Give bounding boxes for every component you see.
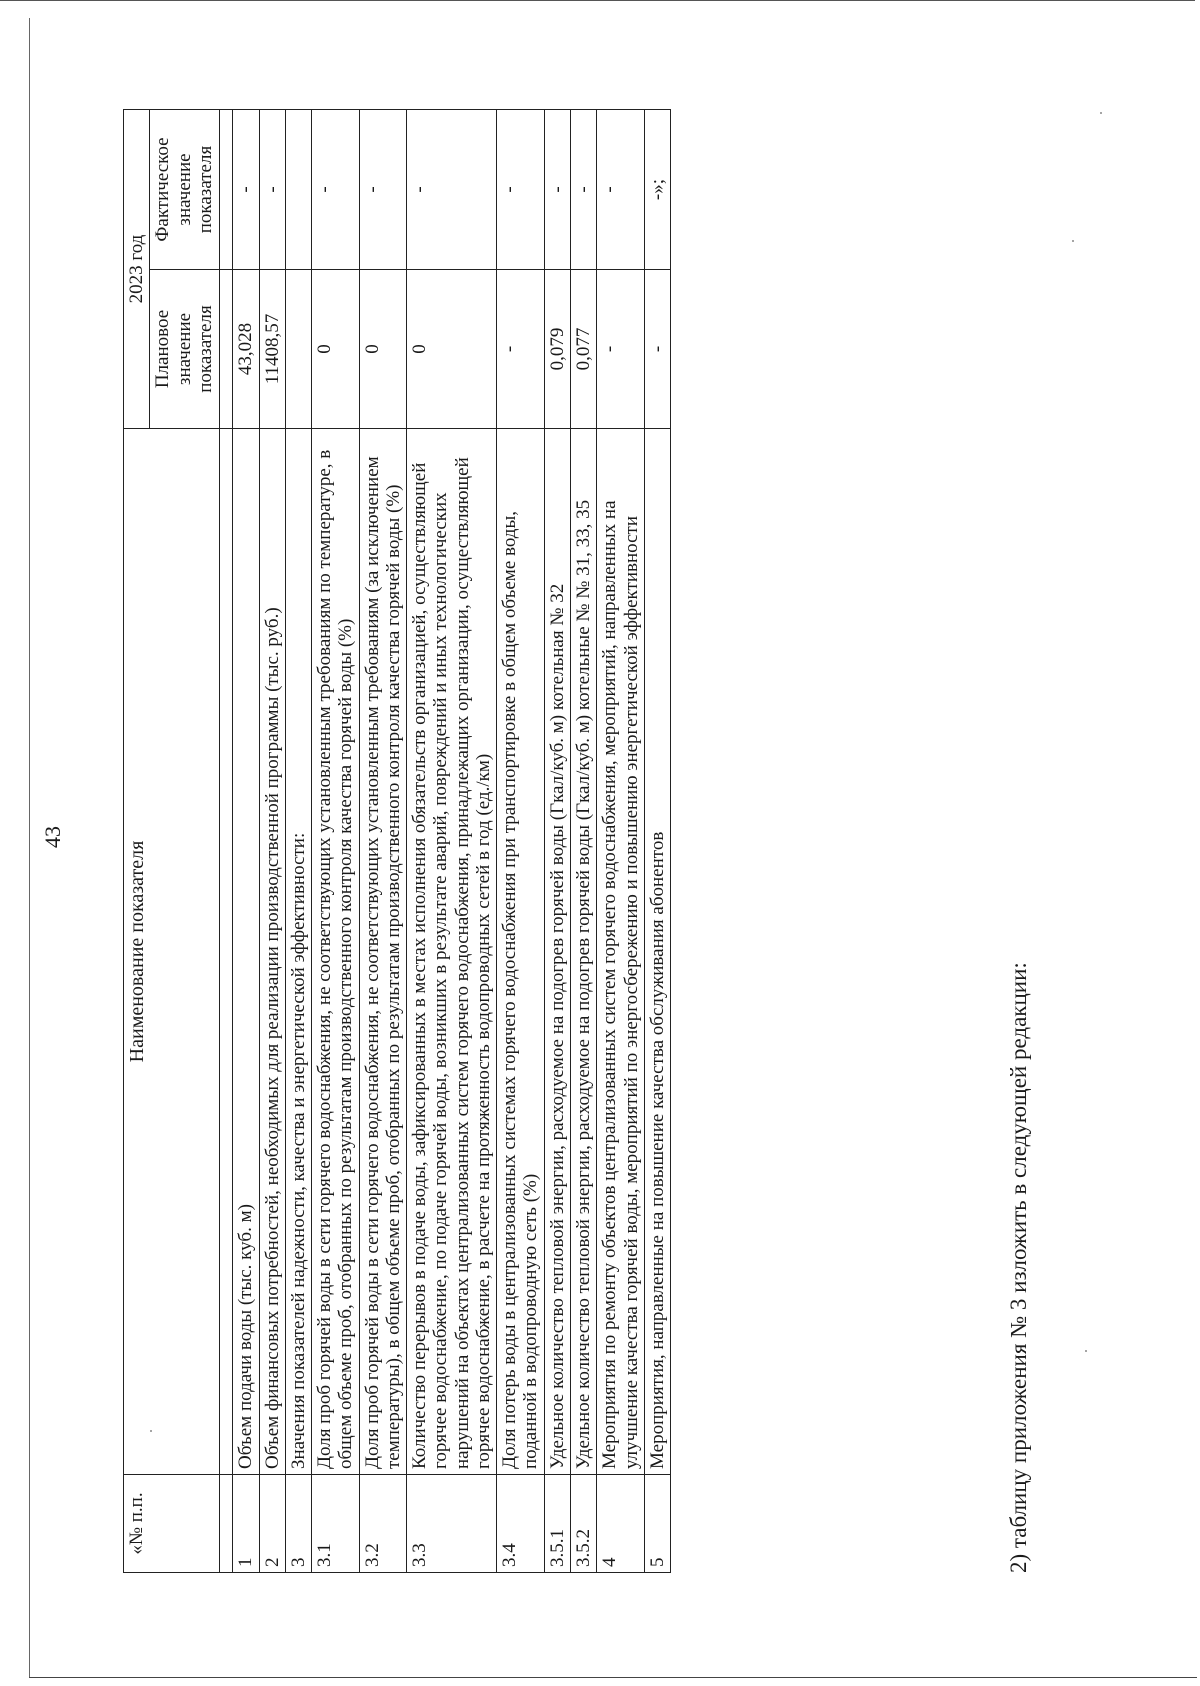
row-name: Значения показателей надежности, качества и энергетической эффективности: [285, 429, 311, 1475]
amendment-text: 2) таблицу приложения № 3 изложить в следующей редакции: [1006, 962, 1031, 1573]
table-row [597, 110, 645, 1573]
header-year: 2023 год [124, 110, 150, 429]
indicators-table [123, 109, 671, 1573]
scan-border-bottom [29, 1677, 1197, 1678]
row-actual: - [233, 110, 259, 270]
row-num: 3.5.1 [544, 1475, 570, 1573]
table-row [359, 110, 407, 1573]
row-planned: 0 [359, 270, 407, 429]
empty-cell [220, 110, 233, 270]
row-planned: 43,028 [233, 270, 259, 429]
page-number: 43 [40, 826, 65, 848]
empty-cell [220, 1475, 233, 1573]
row-num: 3.2 [359, 1475, 407, 1573]
row-planned: - [644, 270, 670, 429]
row-num: 3.3 [407, 1475, 497, 1573]
row-planned: 11408,57 [259, 270, 285, 429]
scan-border-top [0, 0, 1195, 1]
row-num: 4 [597, 1475, 645, 1573]
scan-border-left [29, 18, 30, 1678]
row-actual: - [544, 110, 570, 270]
table-row [233, 110, 259, 1573]
row-name: Объем подачи воды (тыс. куб. м) [233, 429, 259, 1475]
row-actual: - [359, 110, 407, 270]
row-planned: 0,077 [570, 270, 596, 429]
row-name: Мероприятия по ремонту объектов централизованных систем горячего водоснабжения, мероприятий, направленных на улучшение качества горячей воды, мероприятий по энергосбережению и повышению энергетической эффективности [597, 429, 645, 1475]
row-name: Количество перерывов в подаче воды, зафиксированных в местах исполнения обязательств организацией, осуществляющей горячее водоснабжение, по подаче горячей воды, возникших в результате аварий, повреждений и иных технологических нарушений на объектах централизованных систем горячего водоснабжения, принадлежащих организации, осуществляющей горячее водоснабжение, в расчете на протяженность водопроводных сетей в год (ед./км) [407, 429, 497, 1475]
table-row [407, 110, 497, 1573]
table-row [259, 110, 285, 1573]
row-num: 3.4 [497, 1475, 545, 1573]
row-num: 3 [285, 1475, 311, 1573]
row-name: Удельное количество тепловой энергии, расходуемое на подогрев горячей воды (Гкал/куб. м) котельная № 32 [544, 429, 570, 1475]
table-row [544, 110, 570, 1573]
header-num: «№ п.п. [124, 1475, 220, 1573]
row-actual: - [497, 110, 545, 270]
row-planned: 0 [407, 270, 497, 429]
row-planned: - [597, 270, 645, 429]
row-name: Объем финансовых потребностей, необходимых для реализации производственной программы (тыс. руб.) [259, 429, 285, 1475]
table-row [570, 110, 596, 1573]
table-row [312, 110, 360, 1573]
row-name: Удельное количество тепловой энергии, расходуемое на подогрев горячей воды (Гкал/куб. м) котельные № № 31, 33, 35 [570, 429, 596, 1475]
row-actual: - [570, 110, 596, 270]
row-num: 5 [644, 1475, 670, 1573]
row-actual: - [407, 110, 497, 270]
table-row [497, 110, 545, 1573]
table-row [644, 110, 670, 1573]
row-planned: 0,079 [544, 270, 570, 429]
table-row [285, 110, 311, 1573]
rotated-page [40, 58, 1160, 1648]
row-name: Мероприятия, направленные на повышение качества обслуживания абонентов [644, 429, 670, 1475]
header-name: Наименование показателя [124, 429, 220, 1475]
row-actual: - [597, 110, 645, 270]
row-actual: - [259, 110, 285, 270]
empty-cell [220, 270, 233, 429]
row-num: 2 [259, 1475, 285, 1573]
row-actual [285, 110, 311, 270]
row-name: Доля проб горячей воды в сети горячего водоснабжения, не соответствующих установленным требованиям по температуре, в общем объеме проб, отобранных по результатам производственного контроля качества горячей воды (%) [312, 429, 360, 1475]
row-name: Доля проб горячей воды в сети горячего водоснабжения, не соответствующих установленным требованиям (за исключением температуры), в общем объеме проб, отобранных по результатам производственного контроля качества горячей воды (%) [359, 429, 407, 1475]
empty-cell [220, 429, 233, 1475]
header-planned: Плановое значение показателя [150, 270, 220, 429]
row-name: Доля потерь воды в централизованных системах горячего водоснабжения при транспортировке в общем объеме воды, поданной в водопроводную сеть (%) [497, 429, 545, 1475]
row-actual: - [312, 110, 360, 270]
row-planned: - [497, 270, 545, 429]
row-planned [285, 270, 311, 429]
row-num: 3.5.2 [570, 1475, 596, 1573]
row-actual: -»; [644, 110, 670, 270]
row-planned: 0 [312, 270, 360, 429]
header-actual: Фактическое значение показателя [150, 110, 220, 270]
row-num: 1 [233, 1475, 259, 1573]
row-num: 3.1 [312, 1475, 360, 1573]
